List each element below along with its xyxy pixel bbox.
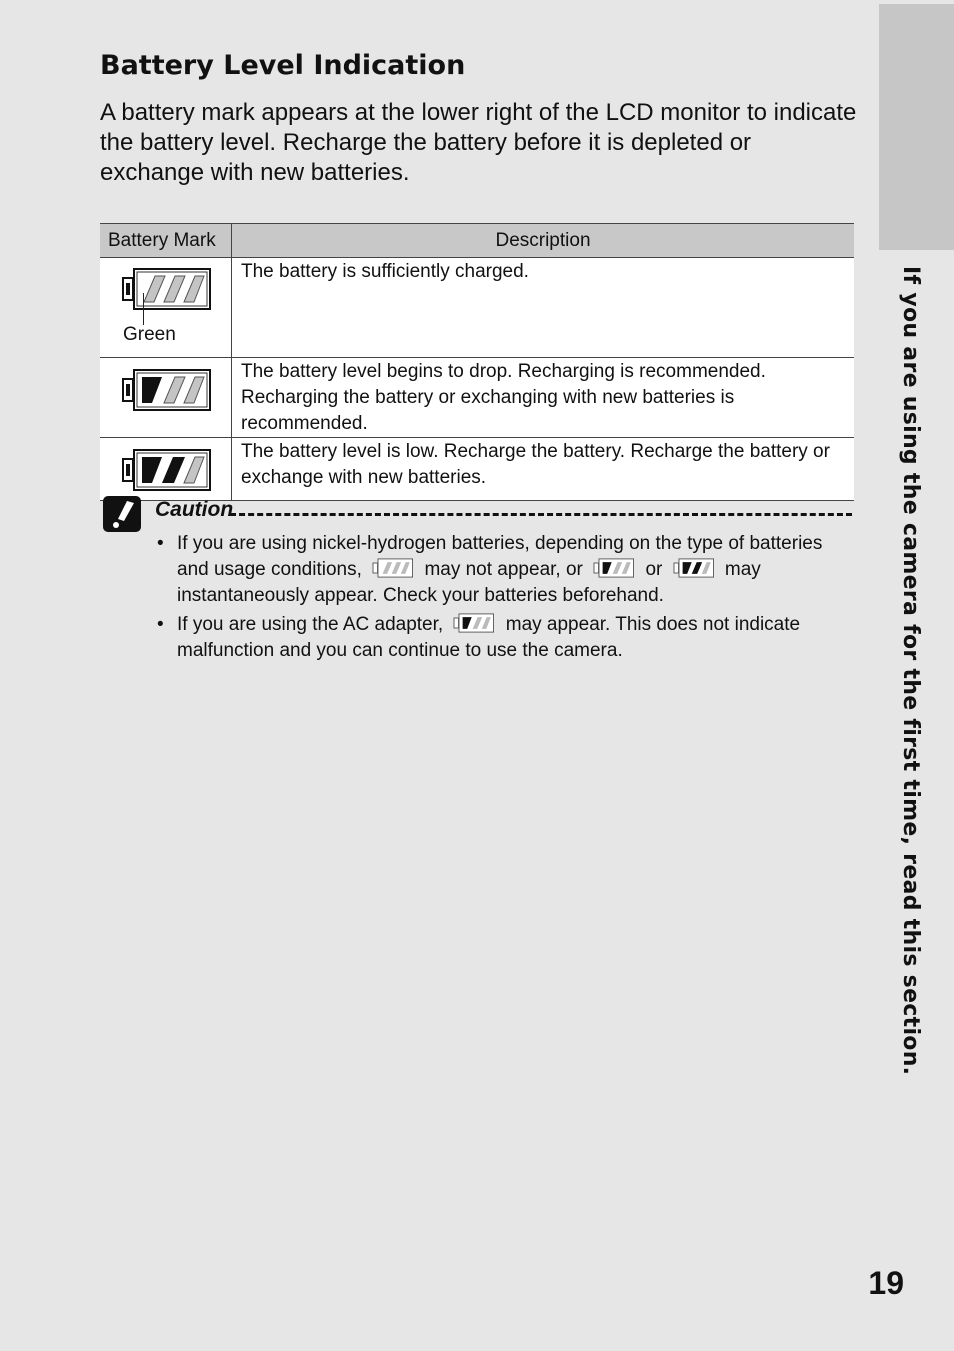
caution-list (155, 531, 855, 667)
caution-label: Caution (155, 498, 234, 521)
caution-text: may not appear, or (424, 559, 583, 580)
table-row (100, 258, 854, 358)
bullet: • (157, 614, 164, 635)
battery-mark-cell (100, 258, 232, 358)
battery-mark-cell (100, 438, 232, 501)
description-cell: The battery level begins to drop. Recharging is recommended. Recharging the battery or exchanging with new batteries is recommended. (232, 358, 855, 438)
list-item (155, 612, 855, 664)
battery-low-icon (122, 448, 212, 492)
caution-text: or (645, 559, 663, 580)
section-side-label: If you are using the camera for the first time, read this section. (898, 266, 923, 1076)
battery-low-icon (672, 558, 716, 578)
caution-divider (230, 513, 852, 516)
battery-medium-icon (122, 368, 212, 412)
description-cell: The battery level is low. Recharge the battery. Recharge the battery or exchange with new batteries. (232, 438, 855, 501)
column-header-battery-mark: Battery Mark (100, 224, 232, 258)
table-row (100, 358, 854, 438)
battery-full-icon (122, 267, 212, 311)
battery-mark-table (100, 223, 854, 501)
battery-mark-cell (100, 358, 232, 438)
battery-medium-icon (592, 558, 636, 578)
battery-full-icon (371, 558, 415, 578)
page-number: 19 (868, 1265, 904, 1301)
green-label: Green (123, 324, 176, 345)
caution-text: If you are using nickel-hydrogen batteries, depending on the type of batteries and usage conditions, (177, 533, 823, 580)
caution-text: may appear. This does not indicate malfunction and you can continue to use the camera. (177, 614, 801, 661)
table-header-row (100, 224, 854, 258)
caution-text: may instantaneously appear. Check your batteries beforehand. (177, 559, 761, 606)
caution-text: If you are using the AC adapter, (177, 614, 444, 635)
page-title: Battery Level Indication (100, 50, 466, 81)
list-item (155, 531, 855, 609)
table-row (100, 438, 854, 501)
bullet: • (157, 533, 164, 554)
section-side-tab (879, 4, 954, 250)
intro-paragraph: A battery mark appears at the lower right of the LCD monitor to indicate the battery level. Recharge the battery before it is depleted or exchange with new batteries. (100, 99, 857, 186)
battery-medium-icon (452, 613, 496, 633)
caution-icon (102, 495, 142, 533)
column-header-description: Description (232, 224, 855, 258)
callout-line (143, 293, 144, 325)
description-cell: The battery is sufficiently charged. (232, 258, 855, 358)
